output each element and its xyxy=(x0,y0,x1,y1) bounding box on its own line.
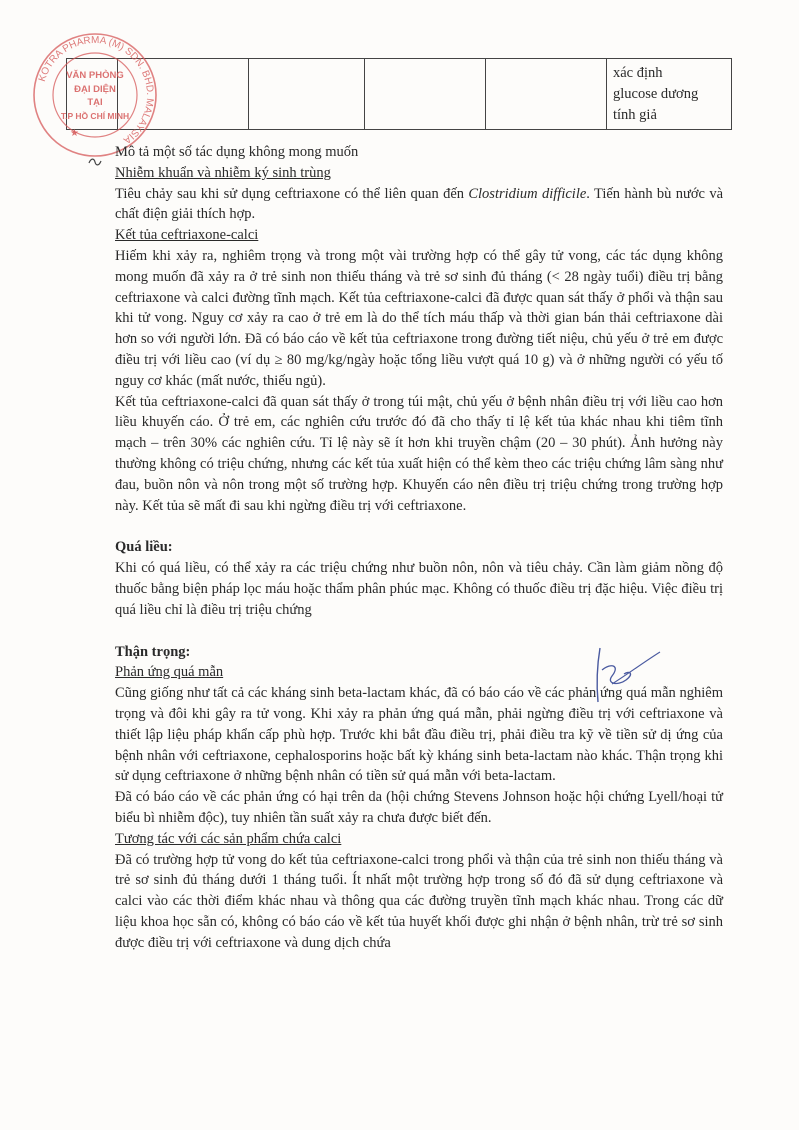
section-heading: Thận trọng: xyxy=(115,643,191,660)
subheading: Tương tác với các sản phẩm chứa calci xyxy=(115,830,342,847)
subheading: Nhiễm khuẩn và nhiễm ký sinh trùng xyxy=(115,164,331,181)
text-run: . Tiến hành bù nước và chất điện giải thích hợp. xyxy=(115,185,724,223)
subheading: Kết tủa ceftriaxone-calci xyxy=(115,227,259,244)
stamp-line: VĂN PHÒNG xyxy=(66,70,124,81)
cell-line: tính giả xyxy=(613,107,657,123)
stamp-line: ĐẠI DIỆN xyxy=(74,84,116,95)
text-run: Tiêu chảy sau khi sử dụng ceftriaxone có thể liên quan đến xyxy=(115,185,469,202)
stamp-ring-text: KOTRA PHARMA (M) SDN. BHD. MALAYSIA xyxy=(36,34,156,146)
paragraph: Cũng giống như tất cả các kháng sinh beta-lactam khác, đã có báo cáo về các phản ứng quá mẫn nghiêm trọng và đôi khi gây ra tử vong. Khi xảy ra phản ứng quá mẫn, phải ngừng điều trị với ceftriaxone và thiết lập liệu pháp khẩn cấp phù hợp. Trước khi bắt đầu điều trị, phải điều tra kỹ về tiền sử dị ứng của bệnh nhân với ceftriaxone, cephalosporins hoặc bất kỳ kháng sinh beta-lactam nào khác. Thận trọng khi sử dụng ceftriaxone ở những bệnh nhân có tiền sử quá mẫn với beta-lactam. xyxy=(115,685,723,785)
paragraph: Kết tủa ceftriaxone-calci đã quan sát thấy ở trong túi mật, chủ yếu ở bệnh nhân điều trị với liều cao hơn liều khuyến cáo. Ở trẻ em, các nghiên cứu trước đó đã cho thấy tỉ lệ kết tủa khác nhau khi tiêm tĩnh mạch – trên 30% các nghiên cứu. Tỉ lệ này sẽ ít hơn khi truyền chậm (20 – 30 phút). Ảnh hưởng này thường không có triệu chứng, nhưng các kết tủa xuất hiện có thể kèm theo các triệu chứng lâm sàng như đau, buồn nôn và nôn trong một số trường hợp. Khuyến cáo nên điều trị triệu chứng trong trường hợp này. Kết tủa sẽ mất đi sau khi ngừng điều trị với ceftriaxone. xyxy=(115,393,723,514)
paragraph xyxy=(115,184,723,226)
signature-mark xyxy=(582,640,662,710)
paragraph: Khi có quá liều, có thể xảy ra các triệu chứng như buồn nôn, nôn và tiêu chảy. Cần làm giảm nồng độ thuốc bằng biện pháp lọc máu hoặc thẩm phân phúc mạc. Không có thuốc điều trị đặc hiệu. Việc điều trị quá liều chỉ là điều trị triệu chứng xyxy=(115,560,723,618)
section-heading: Quá liều: xyxy=(115,539,173,556)
section-title: Mô tả một số tác dụng không mong muốn xyxy=(115,144,359,160)
paragraph: Hiếm khi xảy ra, nghiêm trọng và trong một vài trường hợp có thể gây tử vong, các tác dụng không mong muốn đã xảy ra ở trẻ sinh non thiếu tháng và trẻ sơ sinh đủ tháng (< 28 ngày tuổi) điều trị bằng ceftriaxone và calci đường tĩnh mạch. Kết tủa ceftriaxone-calci đã được quan sát thấy ở phổi và thận sau khi tử vong. Nguy cơ xảy ra cao ở trẻ em là do thể tích máu thấp và thời gian bán thải ceftriaxone dài hơn so với người lớn. Đã có báo cáo về kết tủa ceftriaxone trong đường tiết niệu, chủ yếu ở trẻ em được điều trị với liều cao (ví dụ ≥ 80 mg/kg/ngày hoặc tổng liều vượt quá 10 g) và ở những người có yếu tố nguy cơ khác (mất nước, thiếu ngủ). xyxy=(115,247,723,389)
cell-line: glucose dương xyxy=(613,86,699,102)
table-cell xyxy=(486,59,607,130)
stamp-line: TẠI xyxy=(87,97,103,108)
text-run-italic: Clostridium difficile xyxy=(468,185,587,202)
table-row xyxy=(67,59,732,130)
star-icon: ★ xyxy=(70,128,79,139)
paragraph: Đã có báo cáo về các phản ứng có hại trên da (hội chứng Stevens Johnson hoặc hội chứng Lyell/hoại tử biểu bì nhiễm độc), tuy nhiên tần suất xảy ra chưa được biết đến. xyxy=(115,789,723,826)
table-cell xyxy=(365,59,486,130)
table-cell xyxy=(249,59,365,130)
subheading: Phản ứng quá mẫn xyxy=(115,664,224,681)
scribble-mark-icon xyxy=(88,157,102,167)
table-cell-last xyxy=(607,59,732,130)
cell-line: xác định xyxy=(613,65,663,81)
paragraph: Đã có trường hợp tử vong do kết tủa ceftriaxone-calci trong phổi và thận của trẻ sinh non thiếu tháng và trẻ sơ sinh đủ tháng dưới 1 tháng tuổi. Ít nhất một trường hợp trong số đó đã sử dụng ceftriaxone và calci vào các thời điểm khác nhau và thông qua các đường truyền tĩnh mạch khác nhau. Trong các dữ liệu khoa học sẵn có, không có báo cáo về kết tủa huyết khối được ghi nhận ở bệnh nhân, trừ trẻ sơ sinh được điều trị với ceftriaxone và dung dịch chứa xyxy=(115,851,723,951)
stamp-line: T.P HỒ CHÍ MINH xyxy=(60,111,130,121)
company-stamp xyxy=(30,30,160,160)
table-fragment xyxy=(66,58,732,130)
document-body xyxy=(115,142,723,953)
